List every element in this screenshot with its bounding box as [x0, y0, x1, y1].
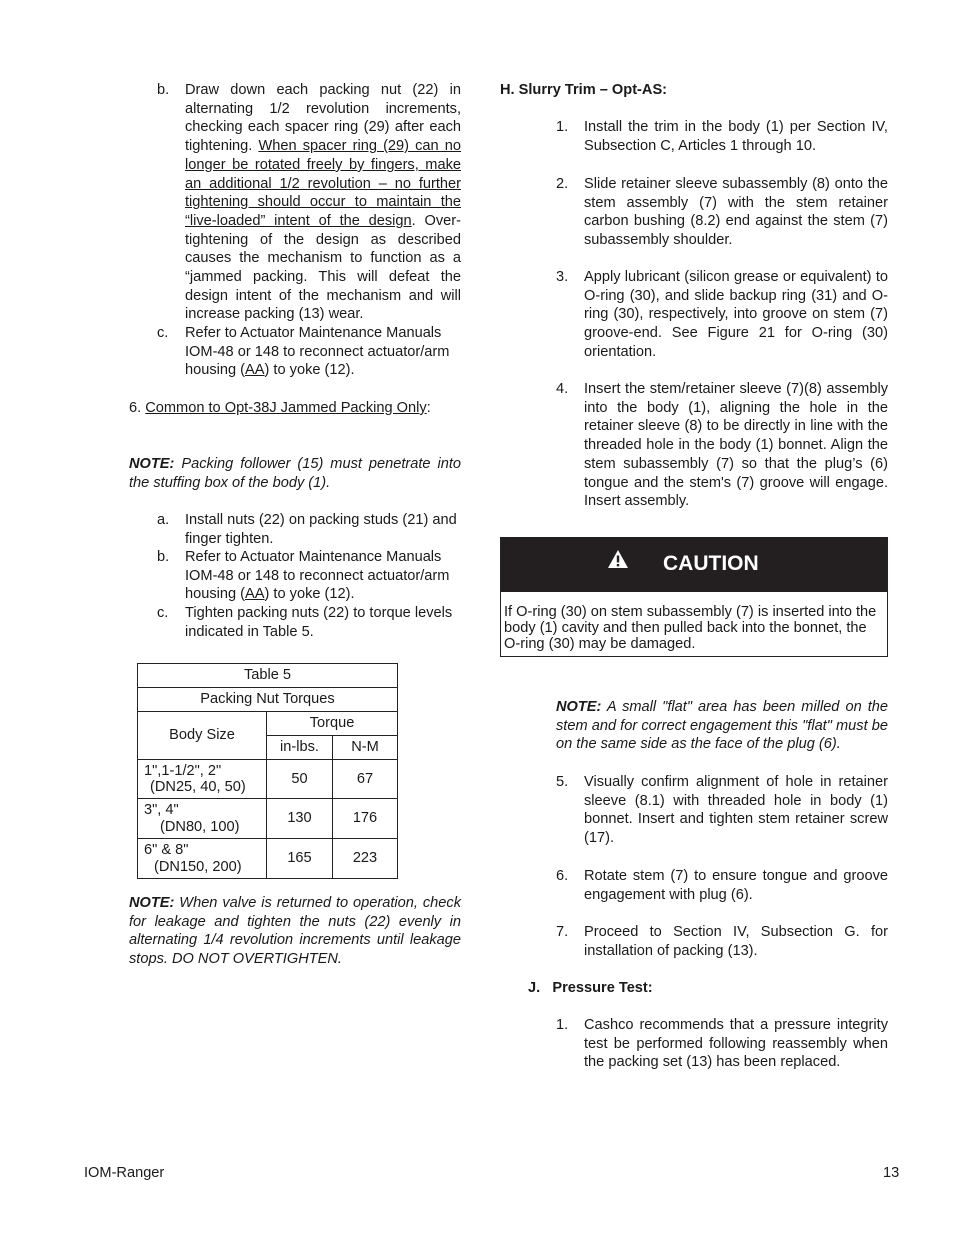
h1-text: Install the trim in the body (1) per Section IV, Subsection C, Articles 1 through 10.	[584, 119, 888, 154]
nm-cell: 223	[333, 839, 398, 879]
sub-b-text: Refer to Actuator Maintenance Manuals IOM-48 or 148 to reconnect actuator/arm housing (AA) to yoke (12).	[185, 549, 450, 603]
note-leakage: NOTE: When valve is returned to operation, check for leakage and tighten the nuts (22) evenly in alternating 1/4 revolution increments until leakage stops. DO NOT OVERTIGHTEN.	[129, 895, 461, 968]
body-size-cell: 3", 4" (DN80, 100)	[138, 799, 267, 839]
j1-label: 1.	[556, 1017, 569, 1033]
table-row	[138, 799, 398, 839]
h7-text: Proceed to Section IV, Subsection G. for installation of packing (13).	[584, 924, 888, 959]
table-title: Table 5	[138, 664, 398, 688]
h3-text: Apply lubricant (silicon grease or equivalent) to O-ring (30), and slide backup ring (31) and O-ring (30), respectively, into groove on stem (7) groove-end. See Figure 21 for O-ring (30) orientation.	[584, 269, 888, 360]
nm-cell: 67	[333, 760, 398, 799]
h6-label: 6.	[556, 868, 569, 884]
j1-text: Cashco recommends that a pressure integrity test be performed following reassembly when the packing set (13) has been replaced.	[584, 1017, 888, 1071]
in-lbs-cell: 50	[267, 760, 333, 799]
section-j-heading: J. Pressure Test:	[528, 980, 653, 996]
body-size-cell: 6" & 8" (DN150, 200)	[138, 839, 267, 879]
step-6-heading: 6. Common to Opt-38J Jammed Packing Only:	[129, 400, 431, 416]
caution-text: If O-ring (30) on stem subassembly (7) is inserted into the body (1) cavity and then pulled back into the bonnet, the O-ring (30) may be damaged.	[504, 604, 877, 652]
h4-label: 4.	[556, 381, 569, 397]
table-5-packing-nut-torques	[137, 663, 398, 879]
table-row	[138, 839, 398, 879]
sub-b-label: b.	[157, 549, 170, 565]
col-torque: Torque	[267, 712, 398, 736]
sub-a-label: a.	[157, 512, 170, 528]
h2-text: Slide retainer sleeve subassembly (8) onto the stem assembly (7) with the stem retainer carbon bushing (8.2) end against the stem (7) subassembly shoulder.	[584, 176, 888, 249]
nm-cell: 176	[333, 799, 398, 839]
step-5c-text: Refer to Actuator Maintenance Manuals IOM-48 or 148 to reconnect actuator/arm housing (AA) to yoke (12).	[185, 325, 450, 379]
step-5c-label: c.	[157, 325, 169, 341]
h5-label: 5.	[556, 774, 569, 790]
caution-box	[500, 537, 888, 657]
caution-title: CAUTION	[663, 552, 759, 575]
in-lbs-cell: 165	[267, 839, 333, 879]
step-5b-label: b.	[157, 82, 170, 98]
sub-a-text: Install nuts (22) on packing studs (21) and finger tighten.	[185, 512, 457, 547]
note-packing-follower: NOTE: Packing follower (15) must penetrate into the stuffing box of the body (1).	[129, 456, 461, 491]
h7-label: 7.	[556, 924, 569, 940]
body-size-cell: 1",1-1/2", 2" (DN25, 40, 50)	[138, 760, 267, 799]
h2-label: 2.	[556, 176, 569, 192]
col-nm: N-M	[333, 736, 398, 760]
h5-text: Visually confirm alignment of hole in retainer sleeve (8.1) with threaded hole in body (1) bonnet. Insert and tighten stem retainer screw (17).	[584, 774, 888, 847]
note-flat-area: NOTE: A small "flat" area has been milled on the stem and for correct engagement this "flat" must be on the same side as the face of the plug (6).	[556, 699, 888, 753]
footer-page-number: 13	[883, 1165, 900, 1181]
col-body-size: Body Size	[138, 712, 267, 760]
step-5b-text: Draw down each packing nut (22) in alternating 1/2 revolution increments, checking each spacer ring (29) after each tightening. When spacer ring (29) can no longer be rotated freely by fingers, make an additional 1/2 revolution – no further tightening should occur to maintain the “live-loaded” intent of the design. Over-tightening of the design as described causes the mechanism to function as a “jammed packing. This will defeat the design intent of the mechanism and will increase packing (13) wear.	[185, 82, 462, 323]
table-row	[138, 760, 398, 799]
h1-label: 1.	[556, 119, 569, 135]
h4-text: Insert the stem/retainer sleeve (7)(8) assembly into the body (1), aligning the hole in the retainer sleeve (8) to be directly in line with the threaded hole in the body (1) bonnet. Align the stem subassembly (7) so that the plug’s (6) tongue and the stem's (7) groove will engage. Insert assembly.	[584, 381, 888, 510]
h6-text: Rotate stem (7) to ensure tongue and groove engagement with plug (6).	[584, 868, 888, 903]
in-lbs-cell: 130	[267, 799, 333, 839]
section-h-heading: H. Slurry Trim – Opt-AS:	[500, 82, 668, 98]
caution-header-bar	[501, 538, 887, 592]
warning-icon	[607, 549, 629, 569]
table-subtitle: Packing Nut Torques	[138, 688, 398, 712]
footer-doc-name: IOM-Ranger	[84, 1165, 165, 1181]
sub-c-label: c.	[157, 605, 169, 621]
h3-label: 3.	[556, 269, 569, 285]
sub-c-text: Tighten packing nuts (22) to torque levels indicated in Table 5.	[185, 605, 453, 640]
col-in-lbs: in-lbs.	[267, 736, 333, 760]
